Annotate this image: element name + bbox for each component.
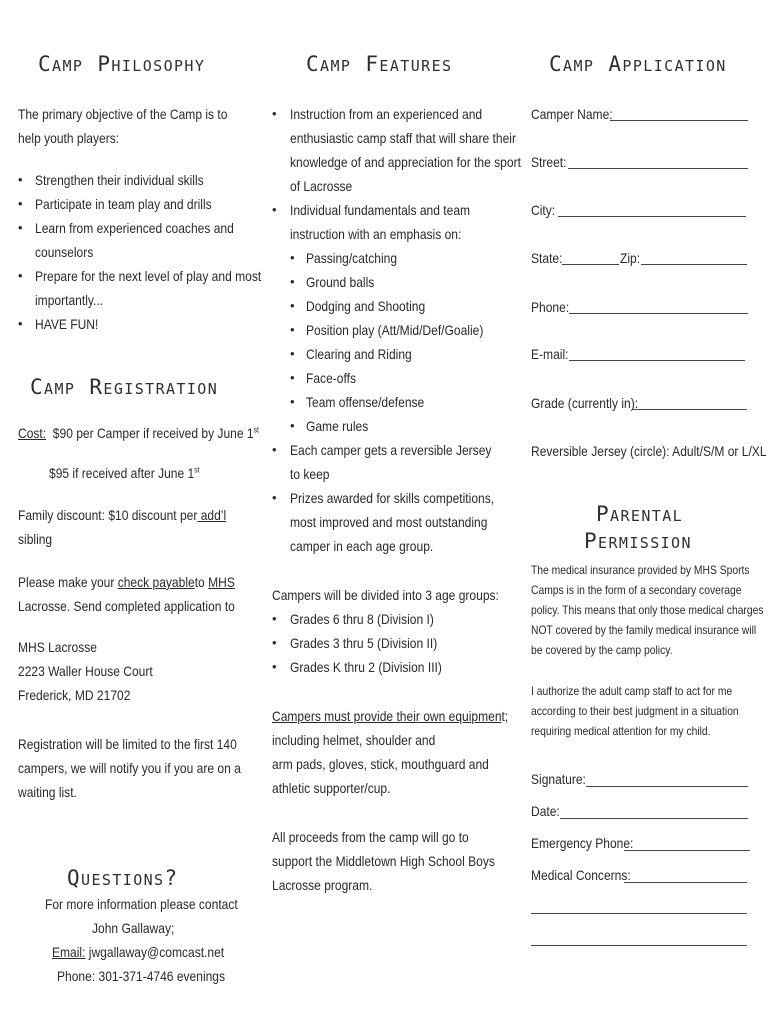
email-value[interactable]: jwgallaway@comcast.net <box>85 944 225 960</box>
payable-mhs: MHS <box>208 574 235 590</box>
list-item: HAVE FUN! <box>35 316 99 332</box>
authorize-line: requiring medical attention for my child. <box>531 724 711 738</box>
philosophy-intro-line: The primary objective of the Camp is to <box>18 106 228 122</box>
discount-text: Family discount: $10 discount per <box>18 507 198 523</box>
list-item-continuation: knowledge of and appreciation for the sport <box>290 154 521 170</box>
list-item: Learn from experienced coaches and <box>35 220 234 236</box>
medical-concerns-label: Medical Concerns: <box>531 867 631 883</box>
bullet-dot: • <box>272 659 277 674</box>
address-line: MHS Lacrosse <box>18 639 97 655</box>
list-item-continuation: enthusiastic camp staff that will share their <box>290 130 516 146</box>
address-line: Frederick, MD 21702 <box>18 687 131 703</box>
bullet-dot: • <box>290 394 295 409</box>
list-item: Grades K thru 2 (Division III) <box>290 659 442 675</box>
bullet-dot: • <box>290 322 295 337</box>
jersey-size-option[interactable]: Reversible Jersey (circle): Adult/S/M or L/XL <box>531 443 767 459</box>
bullet-dot: • <box>272 490 277 505</box>
bullet-dot: • <box>290 370 295 385</box>
permission-heading: Permission <box>584 529 692 553</box>
list-item: Instruction from an experienced and <box>290 106 483 122</box>
list-item-continuation: most improved and most outstanding <box>290 514 488 530</box>
grade-label: Grade (currently in): <box>531 395 639 411</box>
list-item: Clearing and Riding <box>306 346 412 362</box>
proceeds-line: Lacrosse program. <box>272 877 373 893</box>
equipment-line: including helmet, shoulder and <box>272 732 436 748</box>
cost-early: $90 per Camper if received by June 1 <box>52 425 254 441</box>
limit-line: waiting list. <box>18 784 77 800</box>
questions-line: For more information please contact <box>45 896 238 912</box>
list-item: Strengthen their individual skills <box>35 172 204 188</box>
bullet-dot: • <box>18 268 23 283</box>
limit-line: campers, we will notify you if you are on a <box>18 760 241 776</box>
list-item-continuation: to keep <box>290 466 330 482</box>
cost-label: Cost: <box>18 425 47 441</box>
grade-field[interactable] <box>632 409 747 410</box>
state-label: State: <box>531 250 563 266</box>
list-item-continuation: counselors <box>35 244 94 260</box>
list-item: Grades 3 thru 5 (Division II) <box>290 635 438 651</box>
signature-label: Signature: <box>531 771 586 787</box>
list-item: Position play (Att/Mid/Def/Goalie) <box>306 322 484 338</box>
discount-line <box>18 503 226 527</box>
registration-heading: Camp Registration <box>30 375 219 399</box>
equipment-tail: t; <box>501 708 509 724</box>
payable-line-2: Lacrosse. Send completed application to <box>18 598 235 614</box>
equipment-line: arm pads, gloves, stick, mouthguard and <box>272 756 489 772</box>
insurance-line: The medical insurance provided by MHS Sports <box>531 563 750 577</box>
payable-to: to <box>194 574 209 590</box>
questions-heading: Questions? <box>67 866 179 890</box>
list-item: Game rules <box>306 418 369 434</box>
bullet-dot: • <box>272 202 277 217</box>
camper-name-field[interactable] <box>610 120 748 121</box>
insurance-line: Camps is in the form of a secondary coverage <box>531 583 742 597</box>
payable-line <box>18 570 235 594</box>
bullet-dot: • <box>290 274 295 289</box>
bullet-dot: • <box>290 418 295 433</box>
list-item: Passing/catching <box>306 250 398 266</box>
zip-label: Zip: <box>620 250 641 266</box>
payable-text: Please make your <box>18 574 118 590</box>
questions-phone: Phone: 301-371-4746 evenings <box>57 968 226 984</box>
street-field[interactable] <box>568 168 748 169</box>
insurance-line: NOT covered by the family medical insurance will <box>531 623 757 637</box>
insurance-line: policy. This means that only those medical charges <box>531 603 764 617</box>
email-label: E-mail: <box>531 346 569 362</box>
emergency-phone-label: Emergency Phone: <box>531 835 634 851</box>
list-item: Prepare for the next level of play and most <box>35 268 262 284</box>
list-item: Ground balls <box>306 274 375 290</box>
list-item-continuation: camper in each age group. <box>290 538 434 554</box>
date-field[interactable] <box>560 818 748 819</box>
groups-intro: Campers will be divided into 3 age groups: <box>272 587 499 603</box>
list-item: Face-offs <box>306 370 356 386</box>
bullet-dot: • <box>272 635 277 650</box>
bullet-dot: • <box>18 196 23 211</box>
street-label: Street: <box>531 154 567 170</box>
permission-heading: Parental <box>596 502 684 526</box>
phone-field[interactable] <box>569 313 748 314</box>
bullet-dot: • <box>290 346 295 361</box>
list-item: Individual fundamentals and team <box>290 202 471 218</box>
cost-late: $95 if received after June 1 <box>49 465 195 481</box>
list-item-continuation: importantly... <box>35 292 104 308</box>
emergency-phone-field[interactable] <box>624 850 750 851</box>
medical-concerns-field[interactable] <box>624 882 747 883</box>
list-item-continuation: of Lacrosse <box>290 178 353 194</box>
bullet-dot: • <box>290 250 295 265</box>
city-field[interactable] <box>558 216 746 217</box>
equipment-line <box>272 704 508 728</box>
insurance-line: be covered by the camp policy. <box>531 643 673 657</box>
list-item: Each camper gets a reversible Jersey <box>290 442 492 458</box>
zip-field[interactable] <box>641 264 747 265</box>
philosophy-heading: Camp Philosophy <box>38 52 206 76</box>
authorize-line: according to their best judgment in a situation <box>531 704 739 718</box>
cost-line <box>18 421 259 445</box>
bullet-dot: • <box>18 220 23 235</box>
list-item: Grades 6 thru 8 (Division I) <box>290 611 434 627</box>
list-item: Participate in team play and drills <box>35 196 212 212</box>
questions-email-line <box>52 940 224 964</box>
proceeds-line: All proceeds from the camp will go to <box>272 829 469 845</box>
discount-line-2: sibling <box>18 531 53 547</box>
features-heading: Camp Features <box>306 52 453 76</box>
proceeds-line: support the Middletown High School Boys <box>272 853 495 869</box>
philosophy-intro-line: help youth players: <box>18 130 120 146</box>
cost-late-suffix: st <box>194 465 200 475</box>
application-heading: Camp Application <box>549 52 727 76</box>
state-field[interactable] <box>562 264 619 265</box>
city-label: City: <box>531 202 556 218</box>
discount-addl: add’l <box>197 507 227 523</box>
bullet-dot: • <box>272 442 277 457</box>
list-item: Team offense/defense <box>306 394 425 410</box>
list-item: Dodging and Shooting <box>306 298 426 314</box>
signature-field[interactable] <box>586 786 748 787</box>
medical-concerns-field-line[interactable] <box>531 913 747 914</box>
equipment-underlined: Campers must provide their own equipmen <box>272 708 502 724</box>
date-label: Date: <box>531 803 560 819</box>
email-label: Email: <box>52 944 86 960</box>
bullet-dot: • <box>272 611 277 626</box>
bullet-dot: • <box>290 298 295 313</box>
medical-concerns-field-line[interactable] <box>531 945 747 946</box>
list-item: Prizes awarded for skills competitions, <box>290 490 495 506</box>
address-line: 2223 Waller House Court <box>18 663 153 679</box>
equipment-line: athletic supporter/cup. <box>272 780 391 796</box>
cost-early-suffix: st <box>253 425 259 435</box>
bullet-dot: • <box>18 316 23 331</box>
cost-late-line <box>49 461 200 485</box>
limit-line: Registration will be limited to the first 140 <box>18 736 237 752</box>
phone-label: Phone: <box>531 299 570 315</box>
camper-name-label: Camper Name: <box>531 106 613 122</box>
payable-check: check payable <box>117 574 195 590</box>
list-item-continuation: instruction with an emphasis on: <box>290 226 462 242</box>
authorize-line: I authorize the adult camp staff to act for me <box>531 684 733 698</box>
bullet-dot: • <box>18 172 23 187</box>
email-field[interactable] <box>569 360 745 361</box>
questions-line: John Gallaway; <box>92 920 175 936</box>
bullet-dot: • <box>272 106 277 121</box>
